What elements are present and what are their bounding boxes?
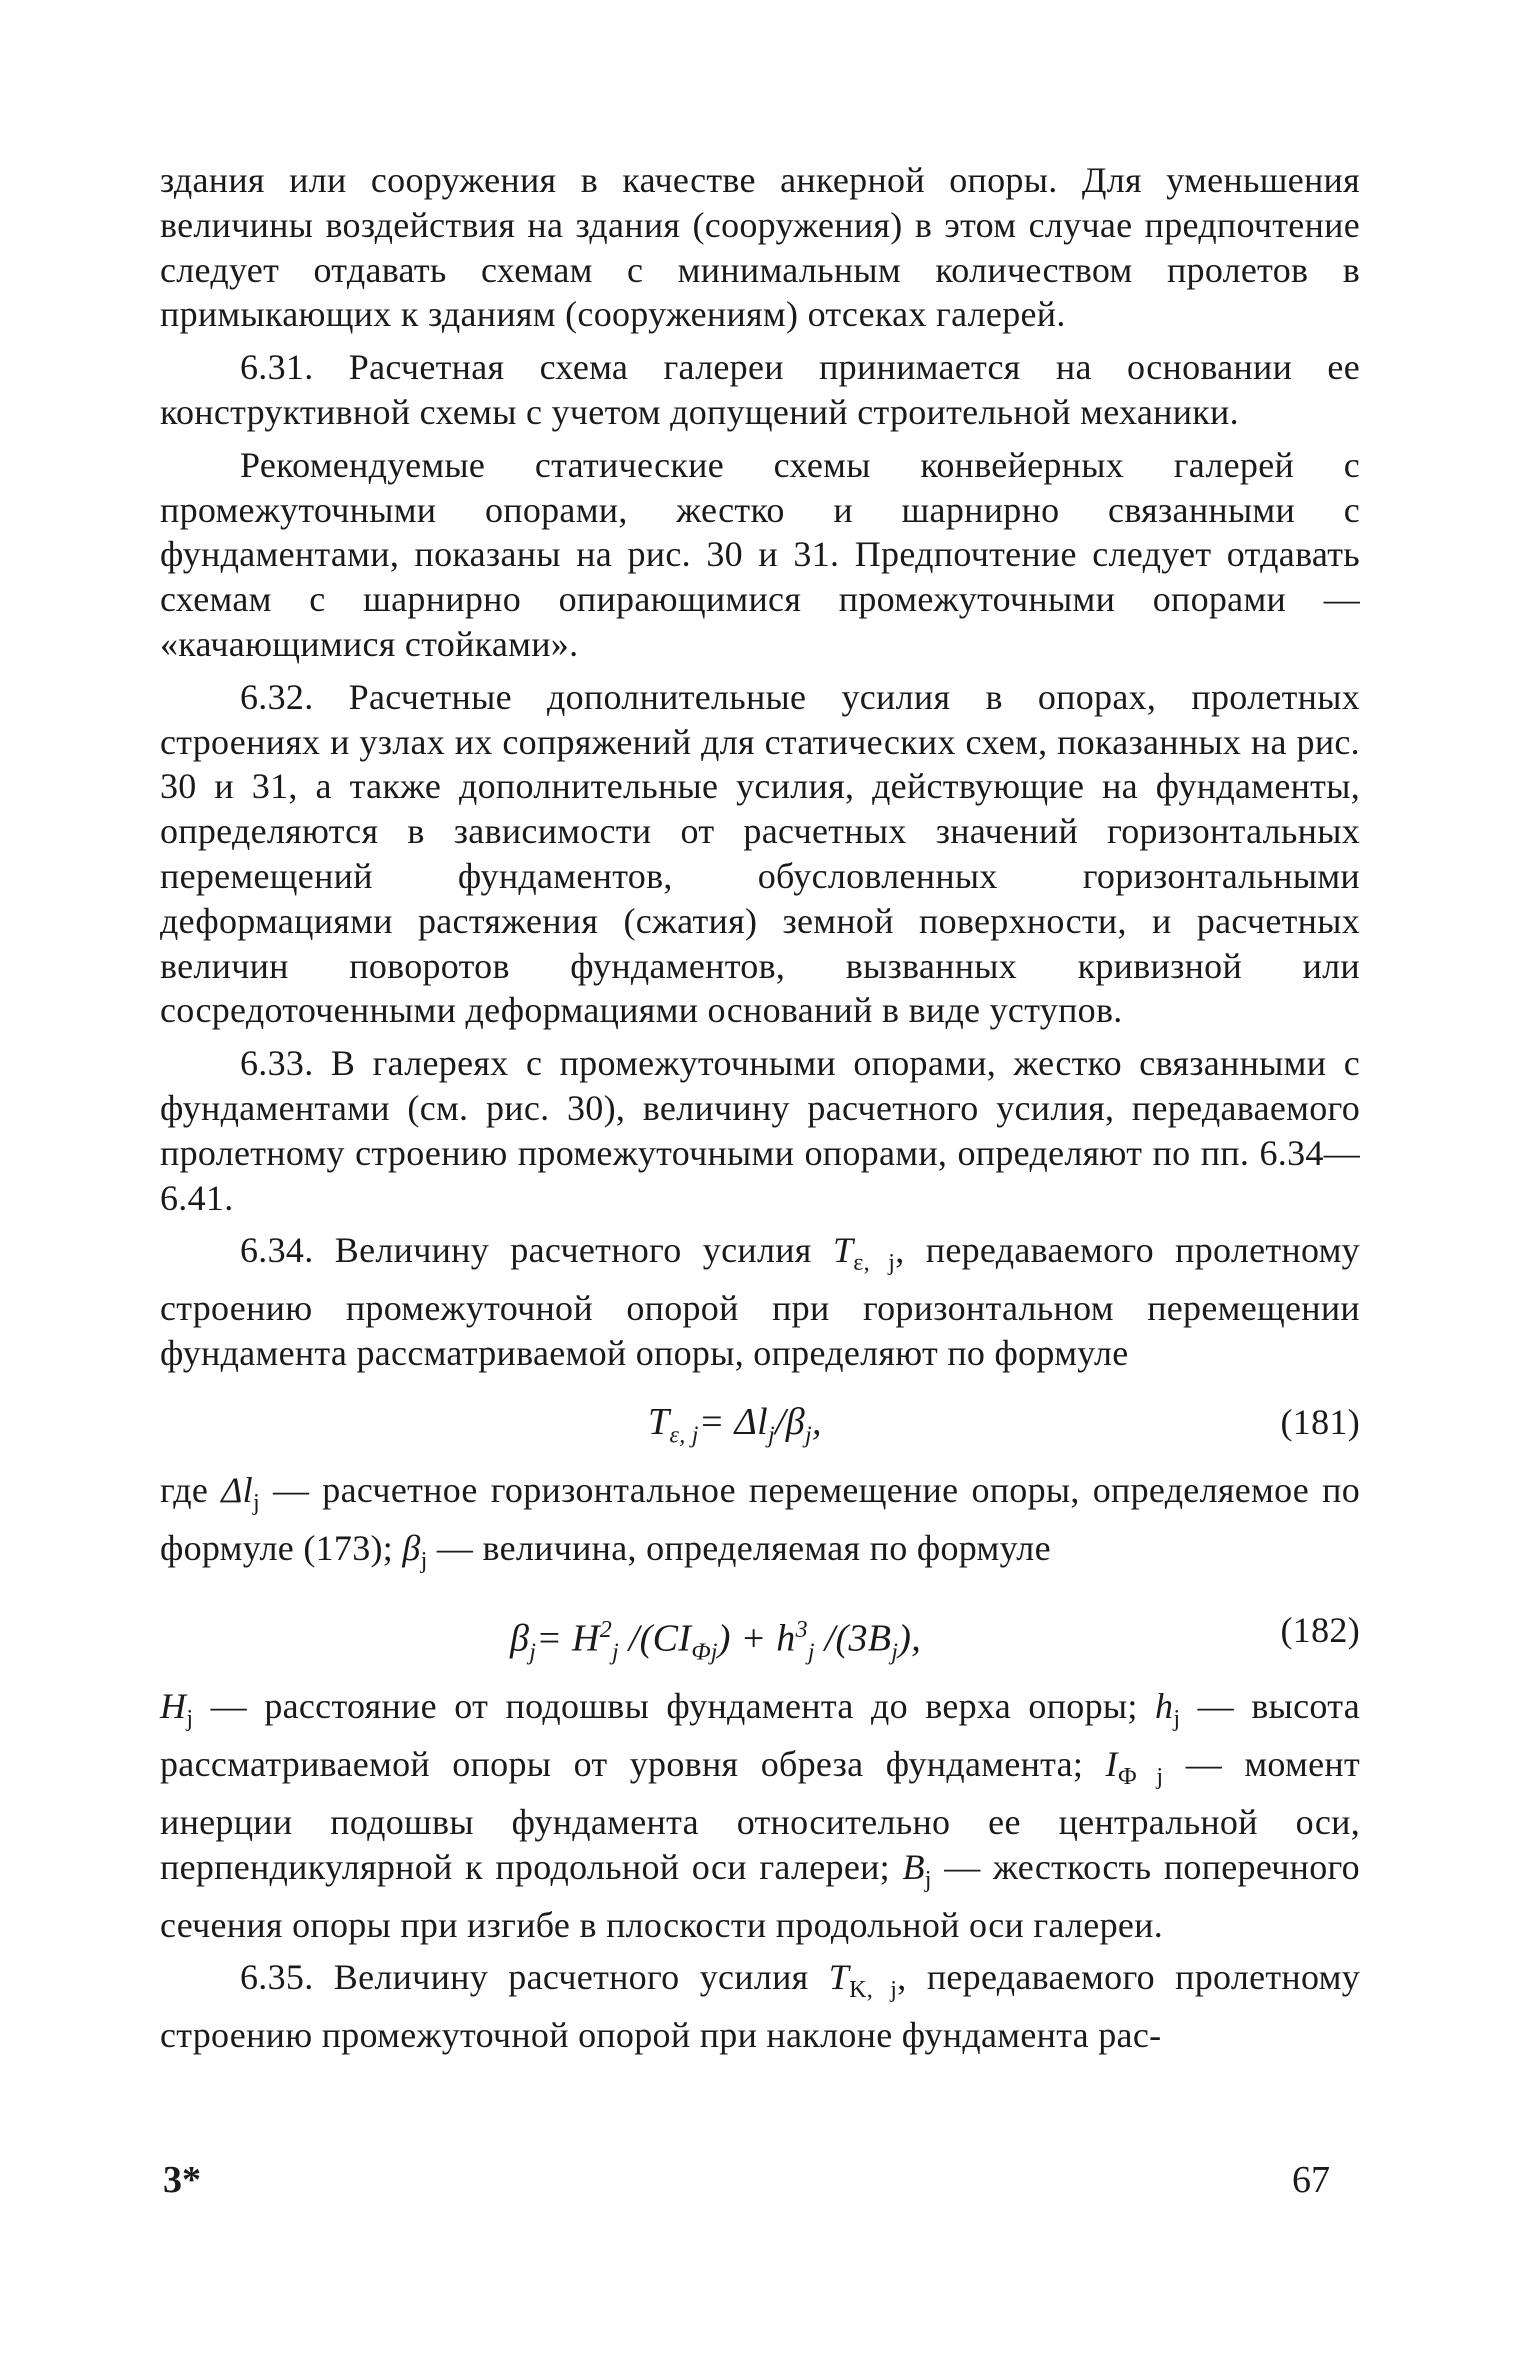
page-number: 67	[1292, 2159, 1330, 2201]
formula-subscript: j	[805, 1422, 812, 1449]
symbol: H	[160, 1685, 187, 1726]
formula-part: /(CI	[618, 1617, 692, 1660]
symbol: T	[832, 1230, 854, 1271]
formula-part: ) + h	[717, 1617, 796, 1660]
clause-number: 6.33.	[240, 1043, 314, 1084]
formula-part: = H	[536, 1617, 600, 1660]
formula-superscript: 2	[599, 1616, 613, 1643]
paragraph-6-33	[160, 1041, 1360, 1220]
symbol: T	[828, 1957, 850, 1998]
paragraph-text: — величина, определяемая по формуле	[427, 1527, 1051, 1568]
symbol: Δl	[221, 1469, 253, 1510]
symbol-subscript: j	[1173, 1706, 1181, 1733]
formula-part: β	[510, 1617, 530, 1660]
paragraph-6-31	[160, 345, 1360, 435]
paragraph-text: — высота рассматриваемой опоры от уровня обреза фундамента;	[160, 1685, 1360, 1784]
formula-181	[160, 1376, 1360, 1468]
clause-number: 6.34.	[240, 1230, 314, 1271]
paragraph-text: , передаваемого пролетному строению промежуточной опорой при наклоне фундамента рас-	[160, 1957, 1360, 2056]
clause-number: 6.32.	[240, 676, 314, 717]
paragraph-text: где	[160, 1469, 222, 1510]
paragraph-definitions	[160, 1684, 1360, 1948]
formula-expression	[648, 1400, 822, 1458]
formula-expression	[510, 1608, 921, 1675]
formula-subscript: j	[807, 1639, 815, 1666]
symbol: h	[1155, 1685, 1174, 1726]
symbol-subscript: j	[186, 1706, 194, 1733]
symbol: β	[402, 1527, 421, 1568]
formula-part: /(3B	[814, 1617, 892, 1660]
symbol: B	[902, 1846, 925, 1887]
formula-subscript: j	[612, 1639, 619, 1666]
paragraph-where	[160, 1468, 1360, 1584]
paragraph-text: В галереях с промежуточными опорами, жестко связанными с фундаментами (см. рис. 30), величину расчетного усилия, передаваемого пролетному строению промежуточными опорами, определяют по пп. 6.34—6.41.	[160, 1043, 1360, 1218]
symbol-subscript: j	[252, 1490, 260, 1517]
paragraph-text: Величину расчетного усилия	[313, 1230, 833, 1271]
paragraph-intro	[160, 158, 1360, 337]
symbol-subscript: j	[924, 1866, 932, 1893]
paragraph-6-32	[160, 675, 1360, 1033]
symbol-subscript: K, j	[849, 1977, 898, 2004]
paragraph-text: — расчетное горизонтальное перемещение опоры, определяемое по формуле (173);	[160, 1469, 1360, 1568]
paragraph-6-35	[160, 1955, 1360, 2058]
clause-number: 6.35.	[240, 1957, 314, 1998]
paragraph-text: — момент инерции подошвы фундамента относительно ее центральной оси, перпендикулярной к продольной оси галереи;	[160, 1743, 1361, 1887]
symbol: I	[1105, 1743, 1118, 1784]
formula-number: (182)	[1280, 1609, 1360, 1650]
formula-subscript: Фj	[691, 1639, 718, 1666]
formula-subscript: ε, j	[669, 1422, 699, 1449]
paragraph-text: Величину расчетного усилия	[313, 1957, 829, 1998]
paragraph-schemes	[160, 443, 1360, 667]
formula-part: ),	[898, 1617, 922, 1660]
formula-subscript: j	[767, 1422, 775, 1449]
symbol-subscript: Ф j	[1117, 1764, 1164, 1791]
formula-part: = Δl	[698, 1400, 768, 1443]
paragraph-text: Расчетная схема галереи принимается на основании ее конструктивной схемы с учетом допущений строительной механики.	[160, 347, 1360, 432]
paragraph-text: Расчетные дополнительные усилия в опорах, пролетных строениях и узлах их сопряжений для статических схем, показанных на рис. 30 и 31, а также дополнительные усилия, действующие на фундаменты, определяются в зависимости от расчетных значений горизонтальных перемещений фундаментов, обусловленных горизонтальными деформациями растяжения (сжатия) земной поверхности, и расчетных величин поворотов фундаментов, вызванных кривизной или сосредоточенными деформациями оснований в виде уступов.	[160, 676, 1360, 1031]
formula-182	[160, 1584, 1360, 1684]
formula-number: (181)	[1280, 1401, 1360, 1442]
paragraph-text: Рекомендуемые статические схемы конвейерных галерей с промежуточными опорами, жестко и шарнирно связанными с фундаментами, показаны на рис. 30 и 31. Предпочтение следует отдавать схемам с шарнирно опирающимися промежуточными опорами — «качающимися стойками».	[160, 444, 1360, 664]
symbol-subscript: ε, j	[853, 1250, 896, 1277]
symbol-subscript: j	[420, 1548, 428, 1575]
signature-mark: 3*	[163, 2159, 201, 2201]
paragraph-text: , передаваемого пролетному строению промежуточной опорой при горизонтальном перемещении фундамента рассматриваемой опоры, определяют по формуле	[160, 1230, 1360, 1374]
formula-superscript: 3	[795, 1616, 808, 1643]
paragraph-text: — жесткость поперечного сечения опоры при изгибе в плоскости продольной оси галереи.	[160, 1846, 1360, 1945]
formula-part: /β	[774, 1400, 806, 1443]
paragraph-text: — расстояние от подошвы фундамента до верха опоры;	[193, 1685, 1156, 1726]
clause-number: 6.31.	[240, 347, 314, 388]
body-text	[160, 158, 1360, 2058]
paragraph-text: здания или сооружения в качестве анкерной опоры. Для уменьшения величины воздействия на здания (сооружения) в этом случае предпочтение следует отдавать схемам с минимальным количеством пролетов в примыкающих к зданиям (сооружениям) отсеках галерей.	[160, 160, 1360, 335]
formula-subscript: j	[891, 1639, 899, 1666]
formula-subscript: j	[529, 1639, 537, 1666]
formula-part: ,	[812, 1400, 822, 1443]
formula-part: T	[648, 1400, 670, 1443]
paragraph-6-34	[160, 1228, 1360, 1376]
